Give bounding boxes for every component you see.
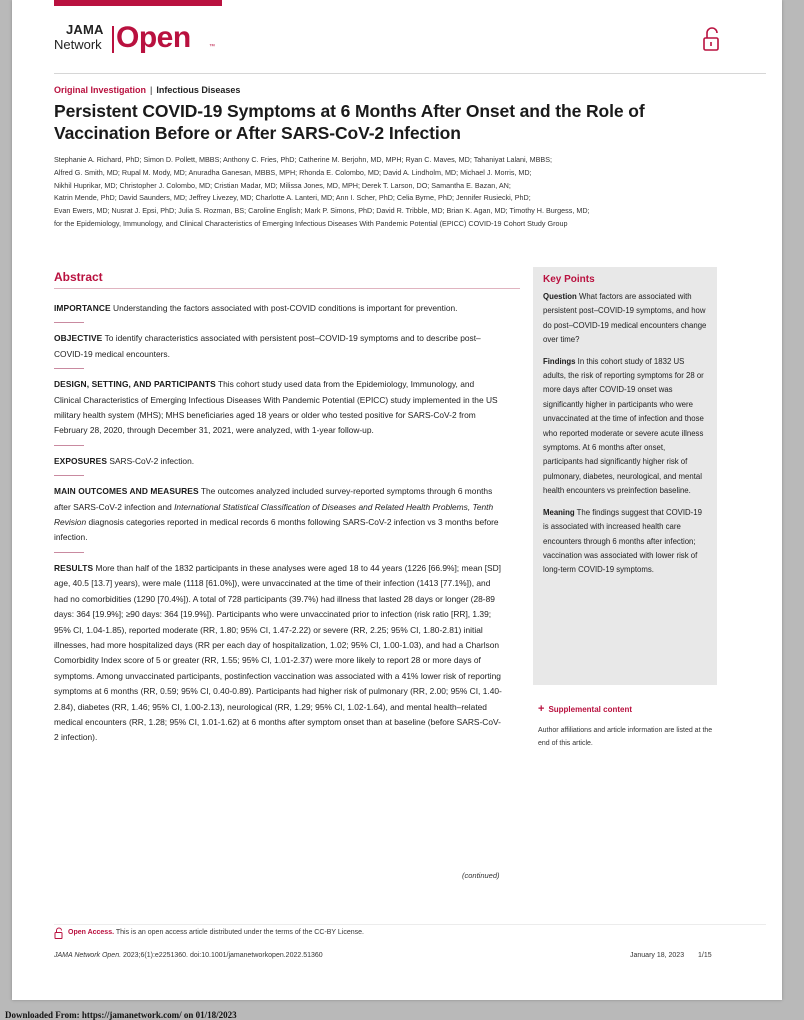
abstract-divider — [54, 322, 84, 323]
abstract-divider — [54, 368, 84, 369]
abstract-divider — [54, 445, 84, 446]
key-points-heading: Key Points — [543, 274, 595, 285]
key-points-box — [533, 267, 717, 685]
header-rule — [54, 73, 766, 74]
abstract-rule — [54, 288, 520, 289]
key-points-findings: Findings In this cohort study of 1832 US adults, the risk of reporting symptoms for 28 or more days after COVID-19 onset was significantly higher in participants who were unvaccinated at the time of infection and those who reported moderate or severe acute illness symptoms. At 6 months after onset, participants had significantly higher risk of pulmonary, diabetes, neurological, and mental health encounters vs preinfection baseline. — [543, 356, 704, 496]
author-line: Evan Ewers, MD; Nusrat J. Epsi, PhD; Julia S. Rozman, BS; Caroline English; Mark P. Simons, PhD; David R. Tribble, MD; Brian K. Agan, MD; Timothy H. Burgess, MD; — [54, 206, 590, 216]
author-line: Katrin Mende, PhD; David Saunders, MD; Jeffrey Livezey, MD; Charlotte A. Lanteri, MD; Ann I. Scher, PhD; Celia Byrne, PhD; Jennifer Rusiecki, PhD; — [54, 193, 531, 203]
author-line: for the Epidemiology, Immunology, and Clinical Characteristics of Emerging Infectious Diseases With Pandemic Potential (EPICC) COVID-19 Cohort Study Group — [54, 218, 568, 228]
section-separator: | — [150, 85, 153, 95]
open-access-label[interactable]: Open Access. — [68, 929, 115, 936]
open-lock-icon — [702, 26, 722, 52]
continued-note: (continued) — [462, 871, 500, 880]
author-line: Nikhil Huprikar, MD; Christopher J. Colombo, MD; Cristian Madar, MD; Milissa Jones, MD, MPH; Derek T. Larson, DO; Samantha E. Bazan, AN; — [54, 180, 511, 190]
open-access-statement: Open Access. This is an open access article distributed under the terms of the CC-BY License. — [68, 929, 364, 936]
abstract-heading: Abstract — [54, 270, 103, 284]
article-title: Persistent COVID-19 Symptoms at 6 Months After Onset and the Role of Vaccination Before or After SARS-CoV-2 Infection — [54, 101, 645, 143]
logo-network-text: Network — [54, 37, 102, 52]
abstract-body — [54, 301, 502, 746]
brand-top-bar — [54, 0, 222, 6]
article-type[interactable]: Original Investigation — [54, 85, 147, 95]
author-line: Alfred G. Smith, MD; Rupal M. Mody, MD; Anuradha Ganesan, MBBS, MPH; Rhonda E. Colombo, MD; David A. Lindholm, MD; Michael J. Morris, MD; — [54, 167, 532, 177]
author-line: Stephanie A. Richard, PhD; Simon D. Pollett, MBBS; Anthony C. Fries, PhD; Catherine M. Berjohn, MD, MPH; Ryan C. Maves, MD; Tahaniyat Lalani, MBBS; — [54, 155, 553, 164]
logo-trademark: ™ — [209, 44, 215, 50]
supplemental-content-link[interactable] — [538, 703, 632, 715]
publication-date: January 18, 2023 — [630, 952, 685, 959]
download-stamp: Downloaded From: https://jamanetwork.com/ on 01/18/2023 — [5, 1010, 237, 1020]
abstract-objective: OBJECTIVE To identify characteristics associated with persistent post–COVID-19 symptoms and to describe post–COVID-19 medical encounters. — [54, 333, 481, 359]
section-label — [54, 85, 240, 95]
page-number: 1/15 — [698, 952, 712, 959]
abstract-design: DESIGN, SETTING, AND PARTICIPANTS This cohort study used data from the Epidemiology, Immunology, and Clinical Characteristics of Emerging Infectious Diseases With Pandemic Potential (EPICC) study implemented in the US military health system (MHS); MHS beneficiaries aged 18 years or older who tested positive for SARS-CoV-2 from February 28, 2020, through December 31, 2021, were analyzed, with 1-year follow-up. — [54, 379, 498, 436]
supplemental-label: Supplemental content — [548, 705, 632, 714]
citation: JAMA Network Open. 2023;6(1):e2251360. doi:10.1001/jamanetworkopen.2022.51360 — [54, 952, 323, 959]
open-access-lock-icon — [54, 927, 64, 939]
abstract-outcomes: MAIN OUTCOMES AND MEASURES The outcomes analyzed included survey-reported symptoms through 6 months after SARS-CoV-2 infection and International Statistical Classification of Diseases and Related Health Problems, Tenth Revision diagnosis categories reported in medical records 6 months following SARS-CoV-2 infection vs 3 months before infection. — [54, 486, 499, 543]
abstract-divider — [54, 475, 84, 476]
abstract-importance: IMPORTANCE Understanding the factors associated with post-COVID conditions is important for prevention. — [54, 303, 458, 313]
key-points-meaning: Meaning The findings suggest that COVID-19 is associated with increased health care encounters through 6 months after infection; vaccination was associated with lower risk of long-term COVID-19 symptoms. — [543, 507, 702, 575]
article-topic[interactable]: Infectious Diseases — [156, 85, 241, 95]
footer-rule — [54, 924, 766, 925]
logo-jama-text: JAMA — [66, 22, 104, 37]
logo-open-text: Open — [116, 21, 191, 54]
key-points-question: Question What factors are associated with persistent post–COVID-19 symptoms, and how do post–COVID-19 medical encounters change over time? — [543, 292, 707, 345]
affiliations-note: Author affiliations and article information are listed at the end of this article. — [538, 727, 713, 747]
abstract-results: RESULTS More than half of the 1832 participants in these analyses were aged 18 to 44 years (1226 [66.9%]; mean [SD] age, 40.5 [13.7] years), were male (1118 [61.0%]), were unvaccinated at the time of their infection (1413 [77.1%]), and had no comorbidities (1290 [70.4%]). A total of 728 participants (39.7%) had illness that lasted 28 days or longer (28-89 days: 364 [19.9%]; ≥90 days: 364 [19.9%]). Participants who were unvaccinated prior to infection (risk ratio [RR], 1.39; 95% CI, 1.04-1.85), reported moderate (RR, 1.80; 95% CI, 1.47-2.22) or severe (RR, 2.25; 95% CI, 1.80-2.81) initial illnesses, had more hospitalized days (RR per each day of hospitalization, 1.02; 95% CI, 1.00-1.03), and had a Charlson Comorbidity Index score of 5 or greater (RR, 1.55; 95% CI, 1.01-2.37) were more likely to report 28 or more days of symptoms. Among unvaccinated participants, postinfection vaccination was associated with a 41% lower risk of reporting symptoms at 6 months (RR, 0.59; 95% CI, 0.40-0.89). Participants had higher risk of pulmonary (RR, 2.00; 95% CI, 1.40-2.84), diabetes (RR, 1.46; 95% CI, 1.00-2.13), neurological (RR, 1.29; 95% CI, 1.02-1.64), and mental health–related medical encounters (RR, 1.28; 95% CI, 1.01-1.62) at 6 months after symptom onset than at baseline (before SARS-CoV-2 infection). — [54, 562, 502, 743]
author-list — [54, 154, 744, 231]
plus-icon: + — [538, 703, 545, 715]
logo-divider — [112, 26, 114, 53]
abstract-divider — [54, 552, 84, 553]
abstract-exposures: EXPOSURES SARS-CoV-2 infection. — [54, 455, 195, 466]
article-page — [12, 0, 782, 1000]
